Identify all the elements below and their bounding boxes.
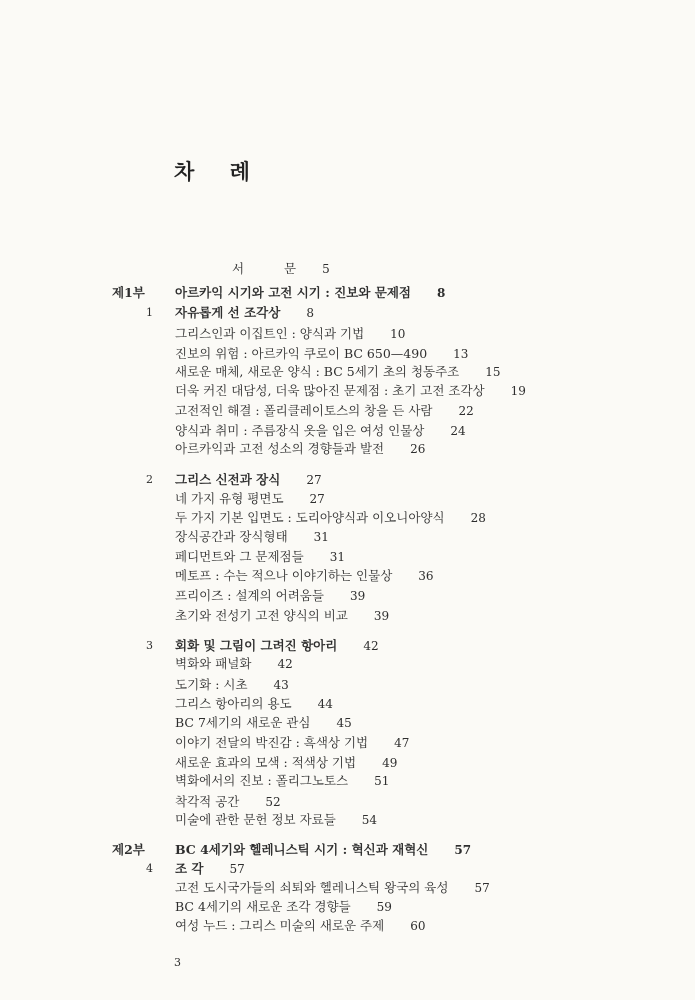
page-ref: 57 — [454, 843, 472, 857]
section-title: 도기화 : 시초 — [175, 677, 248, 692]
section-wrap — [175, 422, 466, 440]
section-wrap — [175, 772, 389, 790]
page-ref: 8 — [306, 306, 314, 320]
section-wrap — [175, 509, 486, 527]
chapter-title-wrap — [175, 304, 314, 322]
page-ref: 19 — [510, 384, 526, 398]
section-title: BC 4세기의 새로운 조각 경향들 — [175, 899, 351, 914]
section-wrap — [175, 440, 425, 458]
section-title: BC 7세기의 새로운 관심 — [175, 715, 311, 730]
page-ref: 13 — [453, 347, 469, 361]
section-title: 아르카익과 고전 성소의 경향들과 발전 — [175, 441, 385, 456]
section-title: 초기와 전성기 고전 양식의 비교 — [175, 608, 348, 623]
part-title-wrap — [175, 841, 471, 859]
section-wrap — [175, 490, 325, 508]
section-wrap — [175, 548, 345, 566]
section-wrap — [175, 655, 293, 673]
section-wrap — [175, 879, 490, 897]
section-title: 두 가지 기본 입면도 : 도리아양식과 이오니아양식 — [175, 510, 445, 525]
page-ref: 43 — [273, 678, 289, 692]
section-title: 여성 누드 : 그리스 미술의 새로운 주제 — [175, 918, 385, 933]
chapter-title-wrap — [175, 860, 245, 878]
section-wrap — [175, 382, 526, 400]
page-ref: 60 — [410, 919, 426, 933]
section-title: 진보의 위험 : 아르카익 쿠로이 BC 650—490 — [175, 346, 428, 361]
section-wrap — [175, 898, 392, 916]
page-ref: 51 — [374, 774, 390, 788]
section-wrap — [175, 734, 409, 752]
page-ref: 28 — [470, 511, 486, 525]
chapter-number: 2 — [146, 473, 153, 486]
section-wrap — [175, 917, 425, 935]
page-ref: 42 — [277, 657, 293, 671]
section-title: 양식과 취미 : 주름장식 옷을 입은 여성 인물상 — [175, 423, 425, 438]
section-title: 착각적 공간 — [175, 794, 240, 809]
section-wrap — [175, 587, 365, 605]
section-title: 그리스 항아리의 용도 — [175, 696, 292, 711]
page-ref: 42 — [363, 639, 379, 653]
page-ref: 31 — [313, 530, 329, 544]
section-title: 그리스인과 이집트인 : 양식과 기법 — [175, 326, 365, 341]
chapter-number: 3 — [146, 639, 153, 652]
chapter-title: 회화 및 그림이 그려진 항아리 — [175, 638, 338, 653]
part-title: 아르카익 시기와 고전 시기 : 진보와 문제점 — [175, 285, 412, 300]
page-ref: 26 — [410, 442, 426, 456]
section-title: 네 가지 유형 평면도 — [175, 491, 284, 506]
section-wrap — [175, 325, 405, 343]
section-wrap — [175, 793, 281, 811]
page-ref: 10 — [390, 327, 406, 341]
page-ref: 22 — [458, 404, 474, 418]
section-wrap — [175, 528, 329, 546]
section-title: 고전적인 해결 : 폴리클레이토스의 창을 든 사람 — [175, 403, 433, 418]
chapter-title: 자유롭게 선 조각상 — [175, 305, 281, 320]
section-wrap — [175, 695, 333, 713]
preface-label: 서 문 — [232, 261, 315, 276]
section-title: 메토프 : 수는 적으나 이야기하는 인물상 — [175, 568, 393, 583]
page-ref: 52 — [265, 795, 281, 809]
section-wrap — [175, 811, 377, 829]
section-title: 고전 도시국가들의 쇠퇴와 헬레니스틱 왕국의 육성 — [175, 880, 449, 895]
chapter-title-wrap — [175, 471, 322, 489]
section-wrap — [175, 363, 501, 381]
section-wrap — [175, 754, 397, 772]
section-wrap — [175, 676, 289, 694]
page-ref: 8 — [437, 286, 446, 300]
page-ref: 57 — [474, 881, 490, 895]
section-title: 벽화와 패널화 — [175, 656, 252, 671]
section-title: 이야기 전달의 박진감 : 흑색상 기법 — [175, 735, 369, 750]
chapter-title-wrap — [175, 637, 379, 655]
section-title: 벽화에서의 진보 : 폴리그노토스 — [175, 773, 349, 788]
part-title-wrap — [175, 284, 445, 302]
page-number: 3 — [174, 956, 181, 969]
chapter-title: 조 각 — [175, 861, 204, 876]
page-title: 차 례 — [174, 159, 264, 184]
page-ref: 39 — [349, 589, 366, 603]
section-title: 페디먼트와 그 문제점들 — [175, 549, 304, 564]
page-ref: 59 — [376, 900, 392, 914]
part-label: 제1부 — [112, 285, 145, 300]
section-wrap — [175, 714, 352, 732]
chapter-title: 그리스 신전과 장식 — [175, 472, 281, 487]
part-title: BC 4세기와 헬레니스틱 시기 : 혁신과 재혁신 — [175, 842, 429, 857]
page-ref: 44 — [317, 697, 333, 711]
section-title: 새로운 효과의 모색 : 적색상 기법 — [175, 755, 357, 770]
page-ref: 47 — [394, 736, 410, 750]
page-ref: 15 — [485, 365, 501, 379]
page-ref: 57 — [229, 862, 245, 876]
chapter-number: 1 — [146, 306, 153, 319]
page-ref: 27 — [309, 492, 325, 506]
section-title: 미술에 관한 문헌 정보 자료들 — [175, 812, 336, 827]
section-title: 프리이즈 : 설계의 어려움들 — [175, 588, 324, 603]
section-title: 더욱 커진 대담성, 더욱 많아진 문제점 : 초기 고전 조각상 — [175, 383, 485, 398]
section-title: 새로운 매체, 새로운 양식 : BC 5세기 초의 청동주조 — [175, 364, 460, 379]
section-wrap — [175, 402, 474, 420]
chapter-number: 4 — [146, 862, 153, 875]
page-ref: 31 — [329, 550, 345, 564]
page-ref: 24 — [450, 424, 466, 438]
section-title: 장식공간과 장식형태 — [175, 529, 288, 544]
page-ref: 36 — [418, 569, 434, 583]
part-label: 제2부 — [112, 842, 145, 857]
page-ref: 39 — [373, 609, 390, 623]
section-wrap — [175, 567, 434, 585]
section-wrap — [175, 607, 389, 625]
page-ref: 54 — [361, 813, 378, 827]
page-ref: 27 — [306, 473, 322, 487]
section-wrap — [175, 345, 468, 363]
page-ref: 5 — [322, 262, 330, 276]
page-ref: 49 — [382, 756, 398, 770]
page-ref: 45 — [336, 716, 352, 730]
